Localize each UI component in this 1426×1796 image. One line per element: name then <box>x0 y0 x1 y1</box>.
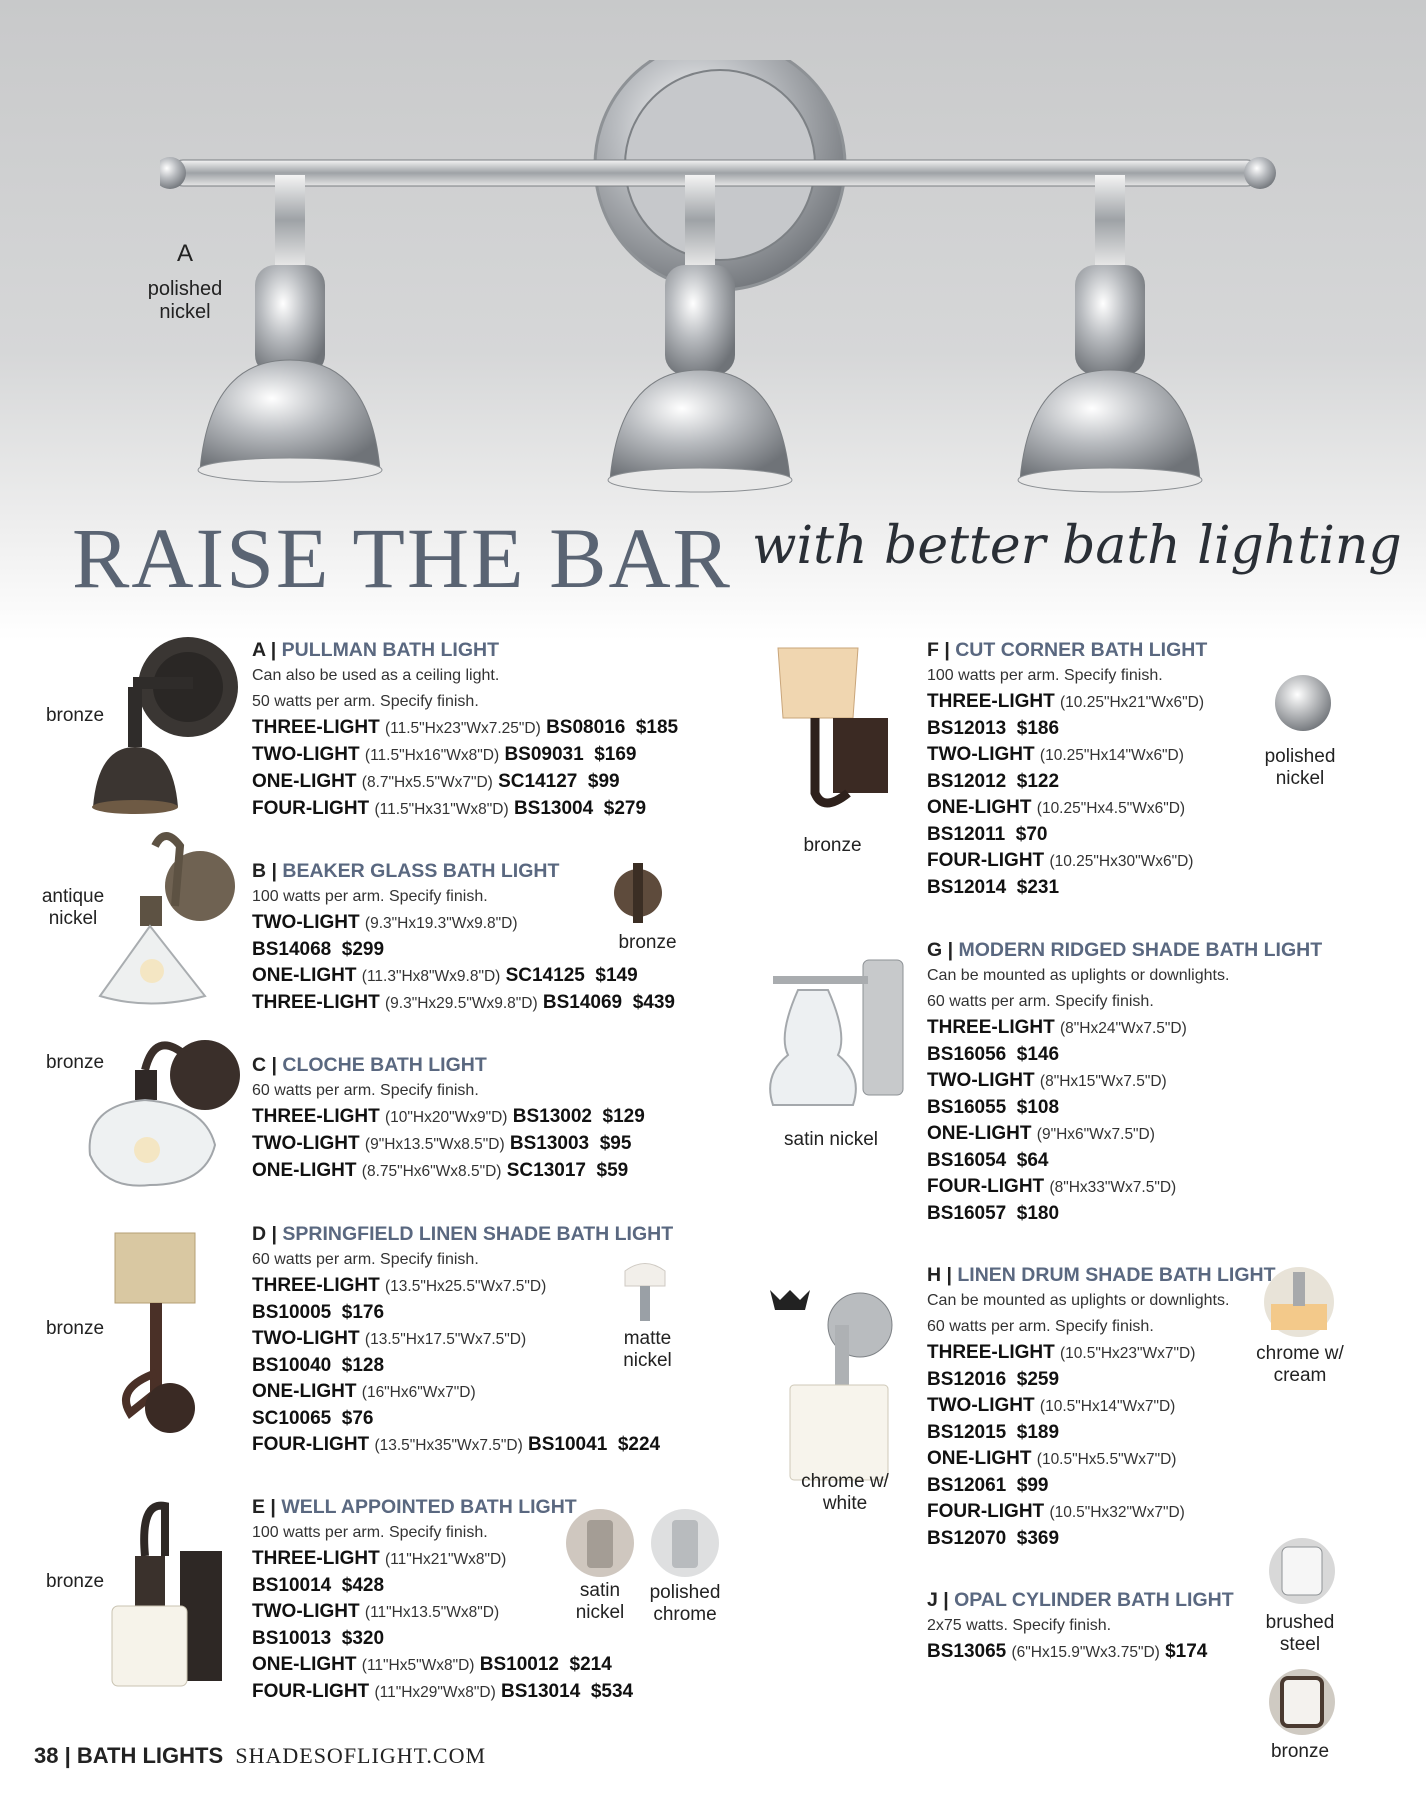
product-g-option-price: BS16054 $64 <box>927 1150 1049 1171</box>
product-h-desc-2: 60 watts per arm. Specify finish. <box>927 1318 1154 1335</box>
product-f-option: TWO-LIGHT (10.25"Hx14"Wx6"D) <box>927 744 1184 765</box>
product-e-desc: 100 watts per arm. Specify finish. <box>252 1524 488 1541</box>
product-b-desc: 100 watts per arm. Specify finish. <box>252 888 488 905</box>
product-a-option: TWO-LIGHT (11.5"Hx16"Wx8"D) BS09031 $169 <box>252 744 637 765</box>
product-f-option: THREE-LIGHT (10.25"Hx21"Wx6"D) <box>927 691 1204 712</box>
product-d-finish: bronze <box>45 1318 105 1339</box>
product-d-option: TWO-LIGHT (13.5"Hx17.5"Wx7.5"D) <box>252 1328 527 1349</box>
product-j-title: J | OPAL CYLINDER BATH LIGHT <box>927 1589 1234 1611</box>
product-g-finish: satin nickel <box>784 1129 878 1150</box>
product-g-option: ONE-LIGHT (9"Hx6"Wx7.5"D) <box>927 1123 1155 1144</box>
product-c-image <box>85 1025 245 1195</box>
product-b-option: ONE-LIGHT (11.3"Hx8"Wx9.8"D) SC14125 $149 <box>252 965 638 986</box>
product-b-option-price: BS14068 $299 <box>252 939 385 960</box>
hero-fixture-image <box>160 60 1280 520</box>
product-e-option: ONE-LIGHT (11"Hx5"Wx8"D) BS10012 $214 <box>252 1654 612 1675</box>
product-e-option-price: BS10014 $428 <box>252 1575 385 1596</box>
product-a-desc-1: Can also be used as a ceiling light. <box>252 667 500 684</box>
product-g-title: G | MODERN RIDGED SHADE BATH LIGHT <box>927 939 1323 961</box>
product-d-swatch: matte nickel <box>623 1328 672 1371</box>
product-e-option: FOUR-LIGHT (11"Hx29"Wx8"D) BS13014 $534 <box>252 1681 634 1702</box>
product-a-image <box>78 632 248 822</box>
tagline: with better bath lighting <box>752 516 1402 576</box>
product-c-finish: bronze <box>45 1052 105 1073</box>
product-f-option-price: BS12012 $122 <box>927 771 1060 792</box>
product-j-option: BS13065 (6"Hx15.9"Wx3.75"D) $174 <box>927 1641 1208 1662</box>
product-g-desc-1: Can be mounted as uplights or downlights. <box>927 967 1230 984</box>
product-f-image <box>773 643 903 823</box>
product-f-option-price: BS12013 $186 <box>927 718 1060 739</box>
product-g-option: FOUR-LIGHT (8"Hx33"Wx7.5"D) <box>927 1176 1177 1197</box>
product-a-title <box>252 637 678 663</box>
hero-item-letter: A <box>176 240 193 267</box>
hero-finish-label: polished nickel <box>147 278 223 323</box>
product-b-option: TWO-LIGHT (9.3"Hx19.3"Wx9.8"D) <box>252 912 518 933</box>
product-a-finish: bronze <box>45 705 105 726</box>
product-g-desc-2: 60 watts per arm. Specify finish. <box>927 993 1154 1010</box>
product-f-option-price: BS12014 $231 <box>927 877 1060 898</box>
product-j-swatch2-image <box>1268 1668 1336 1736</box>
product-a-option: THREE-LIGHT (11.5"Hx23"Wx7.25"D) BS08016 $185 <box>252 717 679 738</box>
product-f-option: FOUR-LIGHT (10.25"Hx30"Wx6"D) <box>927 850 1194 871</box>
product-j-swatch2: bronze <box>1270 1741 1330 1762</box>
product-g-option-price: BS16057 $180 <box>927 1203 1060 1224</box>
product-e <box>252 1494 633 1706</box>
product-a-name: PULLMAN BATH LIGHT <box>281 639 500 661</box>
product-h-title: H | LINEN DRUM SHADE BATH LIGHT <box>927 1264 1276 1286</box>
product-e-option: THREE-LIGHT (11"Hx21"Wx8"D) <box>252 1548 507 1569</box>
product-e-option: TWO-LIGHT (11"Hx13.5"Wx8"D) <box>252 1601 500 1622</box>
product-a-option: ONE-LIGHT (8.7"Hx5.5"Wx7"D) SC14127 $99 <box>252 771 620 792</box>
product-h-option: ONE-LIGHT (10.5"Hx5.5"Wx7"D) <box>927 1448 1177 1469</box>
product-a <box>252 637 678 823</box>
product-b-option: THREE-LIGHT (9.3"Hx29.5"Wx9.8"D) BS14069 $439 <box>252 992 675 1013</box>
product-e-option-price: BS10013 $320 <box>252 1628 385 1649</box>
product-d-option-price: SC10065 $76 <box>252 1408 374 1429</box>
product-j-swatch1: brushed steel <box>1265 1612 1335 1655</box>
product-c-desc: 60 watts per arm. Specify finish. <box>252 1082 479 1099</box>
product-a-desc-2: 50 watts per arm. Specify finish. <box>252 693 479 710</box>
product-g <box>927 937 1322 1227</box>
site-name: SHADESOFLIGHT.COM <box>235 1743 487 1768</box>
product-h-option-price: BS12016 $259 <box>927 1369 1060 1390</box>
product-a-option: FOUR-LIGHT (11.5"Hx31"Wx8"D) BS13004 $279 <box>252 798 647 819</box>
product-h-option-price: BS12061 $99 <box>927 1475 1049 1496</box>
product-d-option: FOUR-LIGHT (13.5"Hx35"Wx7.5"D) BS10041 $224 <box>252 1434 661 1455</box>
product-e-title: E | WELL APPOINTED BATH LIGHT <box>252 1496 577 1518</box>
product-f-option-price: BS12011 $70 <box>927 824 1048 845</box>
product-e-finish: bronze <box>45 1571 105 1592</box>
product-b-finish: antique nickel <box>41 886 105 929</box>
product-c-title: C | CLOCHE BATH LIGHT <box>252 1054 487 1076</box>
product-j-desc: 2x75 watts. Specify finish. <box>927 1617 1112 1634</box>
page-number: 38 | <box>34 1743 71 1768</box>
product-f-desc: 100 watts per arm. Specify finish. <box>927 667 1163 684</box>
product-f-finish: bronze <box>803 835 862 856</box>
product-j-swatch1-image <box>1268 1537 1336 1605</box>
product-h-option-price: BS12070 $369 <box>927 1528 1060 1549</box>
product-e-swatch2-image <box>650 1508 720 1578</box>
product-c-option: ONE-LIGHT (8.75"Hx6"Wx8.5"D) SC13017 $59 <box>252 1160 629 1181</box>
product-c-option: TWO-LIGHT (9"Hx13.5"Wx8.5"D) BS13003 $95 <box>252 1133 632 1154</box>
product-g-option-price: BS16055 $108 <box>927 1097 1060 1118</box>
product-j <box>927 1587 1234 1666</box>
product-c-option: THREE-LIGHT (10"Hx20"Wx9"D) BS13002 $129 <box>252 1106 645 1127</box>
product-b-swatch: bronze <box>618 932 677 953</box>
product-d <box>252 1221 673 1459</box>
product-g-option-price: BS16056 $146 <box>927 1044 1060 1065</box>
product-h-desc-1: Can be mounted as uplights or downlights. <box>927 1292 1230 1309</box>
product-h-option: THREE-LIGHT (10.5"Hx23"Wx7"D) <box>927 1342 1196 1363</box>
section-name: BATH LIGHTS <box>76 1743 224 1768</box>
product-g-option: THREE-LIGHT (8"Hx24"Wx7.5"D) <box>927 1017 1187 1038</box>
hero-banner <box>0 0 1426 640</box>
product-g-option: TWO-LIGHT (8"Hx15"Wx7.5"D) <box>927 1070 1167 1091</box>
product-f <box>927 637 1207 901</box>
product-f-title: F | CUT CORNER BATH LIGHT <box>927 639 1208 661</box>
product-f-swatch-image <box>1273 668 1333 738</box>
product-d-title: D | SPRINGFIELD LINEN SHADE BATH LIGHT <box>252 1223 674 1245</box>
page-footer <box>34 1743 486 1769</box>
product-h-option-price: BS12015 $189 <box>927 1422 1060 1443</box>
product-a-letter: A | <box>252 639 277 661</box>
product-d-option: THREE-LIGHT (13.5"Hx25.5"Wx7.5"D) <box>252 1275 547 1296</box>
product-f-option: ONE-LIGHT (10.25"Hx4.5"Wx6"D) <box>927 797 1186 818</box>
product-d-option: ONE-LIGHT (16"Hx6"Wx7"D) <box>252 1381 476 1402</box>
product-e-image <box>100 1496 230 1691</box>
product-h-option: TWO-LIGHT (10.5"Hx14"Wx7"D) <box>927 1395 1176 1416</box>
product-h-finish: chrome w/ white <box>801 1471 889 1514</box>
product-b-image <box>95 826 255 1006</box>
product-h-option: FOUR-LIGHT (10.5"Hx32"Wx7"D) <box>927 1501 1185 1522</box>
product-b-title: B | BEAKER GLASS BATH LIGHT <box>252 860 560 882</box>
product-h-swatch: chrome w/ cream <box>1256 1343 1344 1386</box>
product-d-option-price: BS10040 $128 <box>252 1355 385 1376</box>
product-h <box>927 1262 1276 1552</box>
product-c <box>252 1052 645 1185</box>
product-e-swatch1: satin nickel <box>575 1580 625 1623</box>
product-b <box>252 858 675 1017</box>
product-g-image <box>758 955 908 1115</box>
product-d-image <box>110 1228 220 1438</box>
product-d-option-price: BS10005 $176 <box>252 1302 385 1323</box>
product-e-swatch2: polished chrome <box>649 1582 721 1625</box>
product-h-image <box>765 1285 905 1485</box>
product-d-desc: 60 watts per arm. Specify finish. <box>252 1251 479 1268</box>
product-f-swatch: polished nickel <box>1264 746 1336 789</box>
headline: RAISE THE BAR <box>72 510 732 606</box>
